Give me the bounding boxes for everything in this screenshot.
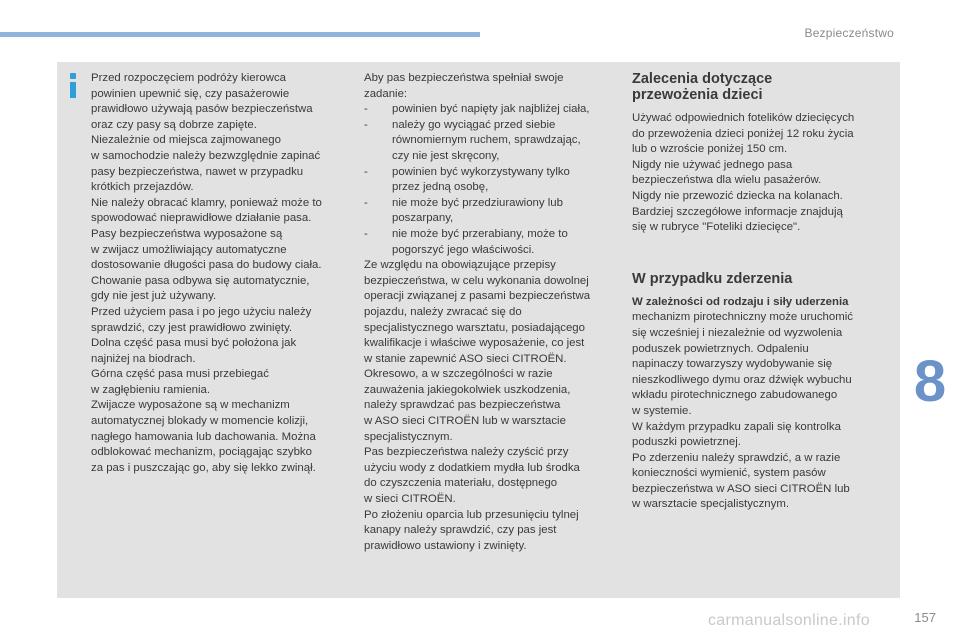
text-line: Nie należy obracać klamry, ponieważ może to [91, 196, 322, 209]
text-line: pasy bezpieczeństwa, nawet w przypadku [91, 165, 304, 178]
text-line: Nigdy nie przewozić dziecka na kolanach. [632, 189, 843, 202]
text-line: Chowanie pasa odbywa się automatycznie, [91, 274, 310, 287]
text-line: do czyszczenia materiału, dostępnego [364, 477, 558, 490]
text-line: w ASO sieci CITROËN lub w warsztacie [364, 415, 566, 428]
dash-marker: - [364, 227, 368, 240]
list-item [364, 165, 622, 196]
text-line: nie może być przedziurawiony lub [392, 196, 563, 209]
text-line: zauważenia jakiegokolwiek uszkodzenia, [364, 383, 571, 396]
text-line: bezpieczeństwa, w celu wykonania dowolnej [364, 274, 589, 287]
text-line: Górna część pasa musi przebiegać [91, 368, 269, 381]
list-item [364, 196, 622, 227]
text-line: poszarpany, [392, 212, 454, 225]
text-line: Pasy bezpieczeństwa wyposażone są [91, 227, 283, 240]
text-line: Aby pas bezpieczeństwa spełniał swoje [364, 72, 564, 84]
text-line: przez jedną osobę, [392, 181, 489, 194]
text-line: pojazdu, należy zwracać się do [364, 305, 522, 318]
text-line: Zwijacze wyposażone są w mechanizm [91, 399, 290, 412]
text-line: Ze względu na obowiązujące przepisy [364, 259, 556, 272]
text-line: automatycznej blokady w momencie kolizji, [91, 415, 309, 428]
text-line: Przed rozpoczęciem podróży kierowca [91, 72, 286, 84]
column-child-safety [632, 71, 886, 513]
text-line: bezpieczeństwa dla wielu pasażerów. [632, 174, 822, 187]
chapter-number: 8 [913, 349, 947, 414]
heading-child-transport [632, 71, 886, 103]
heading-collision: W przypadku zderzenia [632, 270, 793, 287]
text-line: Bardziej szczegółowe informacje znajdują [632, 205, 843, 218]
text-line: w zagłębieniu ramienia. [91, 383, 211, 396]
dash-marker: - [364, 103, 368, 116]
text-line: Używać odpowiednich fotelików dziecięcych [632, 112, 855, 124]
text-line: należy sprawdzać pas bezpieczeństwa [364, 399, 561, 412]
text-line: za pas i puszczając go, aby się lekko zwinął. [91, 461, 316, 474]
dash-marker: - [364, 118, 368, 131]
text-line: spowodować nieprawidłowe działanie pasa. [91, 212, 312, 225]
text-line: wkładu pirotechnicznego zabudowanego [632, 389, 838, 402]
column-seatbelt-usage [91, 71, 353, 476]
text-line: Dolna część pasa musi być położona jak [91, 337, 297, 350]
text-line: lub o wzroście poniżej 150 cm. [632, 143, 788, 156]
text-line: czy nie jest skręcony, [392, 149, 500, 162]
info-icon [66, 72, 80, 98]
text-line: kwalifikacje i właściwe wyposażenie, co jest [364, 337, 585, 350]
text-line: się wcześniej i niezależnie od wyzwolenia [632, 326, 843, 339]
text-line: nagłego hamowania lub dachowania. Można [91, 430, 316, 443]
text-line: w zwijacz umożliwiający automatyczne [91, 243, 287, 256]
text-line: w samochodzie należy bezwzględnie zapinać [91, 149, 321, 162]
text-line: oraz czy pasy są dobrze zapięte. [91, 118, 257, 131]
text-line: najniżej na biodrach. [91, 352, 196, 365]
section-title: Bezpieczeństwo [804, 26, 894, 40]
text-line: prawidłowo używają pasów bezpieczeństwa [91, 103, 313, 116]
text-line: gdy nie jest już używany. [91, 290, 217, 303]
text-line: specjalistycznego warsztatu, posiadającego [364, 321, 585, 334]
text-line: Pas bezpieczeństwa należy czyścić przy [364, 446, 569, 459]
list-item [364, 102, 622, 118]
text-line: Nigdy nie używać jednego pasa [632, 158, 793, 171]
heading-line: przewożenia dzieci [632, 87, 763, 103]
subheading: W zależności od rodzaju i siły uderzenia [632, 295, 849, 308]
text-line: w warsztacie specjalistycznym. [632, 498, 789, 511]
page-number: 157 [914, 610, 936, 625]
text-line: się w rubryce "Foteliki dziecięce". [632, 221, 801, 234]
text-line: Po złożeniu oparcia lub przesunięciu tylnej [364, 508, 579, 521]
text-line: mechanizm pirotechniczny może uruchomić [632, 311, 853, 324]
text-line: W każdym przypadku zapali się kontrolka [632, 420, 841, 433]
header-accent-bar [0, 32, 480, 37]
text-line: sprawdzić, czy jest prawidłowo zwinięty. [91, 321, 293, 334]
text-line: Przed użyciem pasa i po jego użyciu należy [91, 305, 312, 318]
list-item [364, 227, 622, 258]
text-line: Okresowo, a w szczególności w razie [364, 368, 553, 381]
text-line: powinien być wykorzystywany tylko [392, 165, 570, 178]
text-line: w sieci CITROËN. [364, 493, 456, 506]
dash-marker: - [364, 165, 368, 178]
heading-line: Zalecenia dotyczące [632, 71, 773, 87]
column-seatbelt-requirements [364, 71, 622, 554]
text-line: napinaczy towarzyszy wydobywanie się [632, 358, 833, 371]
text-line: bezpieczeństwa w ASO sieci CITROËN lub [632, 482, 850, 495]
text-line: konieczności wymienić, system pasów [632, 467, 826, 480]
list-item [364, 118, 622, 165]
text-line: poduszki powietrznej. [632, 436, 741, 449]
text-line: do przewożenia dzieci poniżej 12 roku życia [632, 127, 854, 140]
watermark: carmanualsonline.info [708, 612, 870, 629]
text-line: dostosowanie długości pasa do budowy ciała. [91, 259, 322, 272]
text-line: w systemie. [632, 404, 692, 417]
text-line: odblokować mechanizm, pociągając szybko [91, 446, 312, 459]
text-line: poduszek powietrznych. Odpaleniu [632, 342, 809, 355]
text-line: równomiernym ruchem, sprawdzając, [392, 134, 581, 147]
text-line: nieszkodliwego dymu oraz dźwięk wybuchu [632, 373, 852, 386]
text-line: użyciu wody z dodatkiem mydła lub środka [364, 461, 580, 474]
text-line: należy go wyciągać przed siebie [392, 118, 556, 131]
text-line: Niezależnie od miejsca zajmowanego [91, 134, 281, 147]
text-line: nie może być przerabiany, może to [392, 227, 568, 240]
text-line: powinien być napięty jak najbliżej ciała, [392, 103, 590, 116]
text-line: kanapy należy sprawdzić, czy pas jest [364, 524, 557, 537]
text-line: prawidłowo ustawiony i zwinięty. [364, 539, 527, 552]
text-line: w stanie zapewnić ASO sieci CITROËN. [364, 352, 567, 365]
text-line: operacji związanej z pasami bezpieczeństwa [364, 290, 591, 303]
text-line: Po zderzeniu należy sprawdzić, a w razie [632, 451, 841, 464]
dash-marker: - [364, 196, 368, 209]
text-line: zadanie: [364, 87, 408, 100]
text-line: pogorszyć jego właściwości. [392, 243, 535, 256]
text-line: powinien upewnić się, czy pasażerowie [91, 87, 290, 100]
text-line: specjalistycznym. [364, 430, 453, 443]
text-line: krótkich przejazdów. [91, 181, 194, 194]
